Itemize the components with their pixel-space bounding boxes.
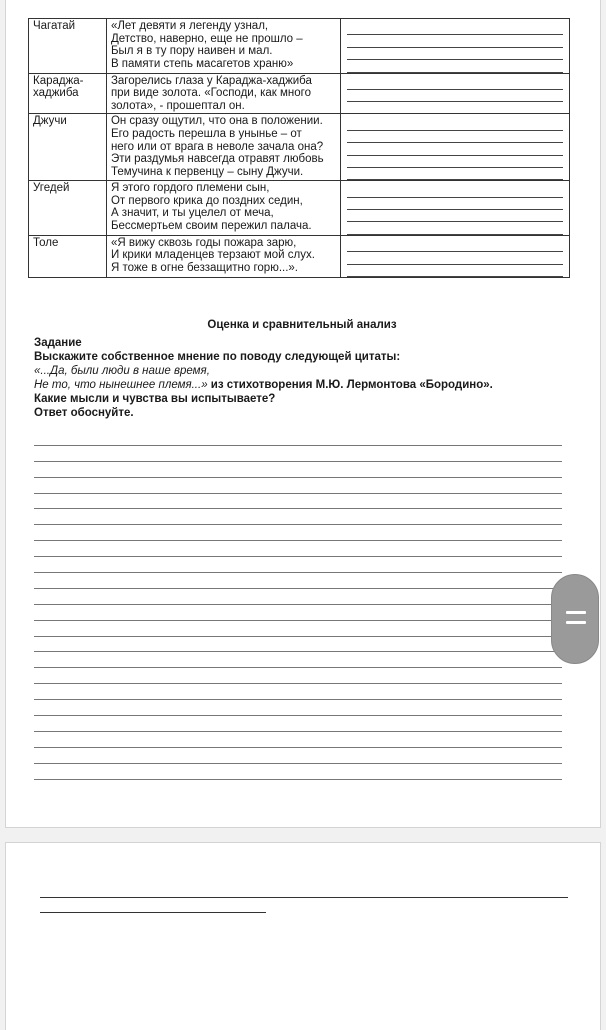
answer-lines xyxy=(34,430,562,780)
answer-line xyxy=(347,35,563,47)
answer-line xyxy=(34,748,562,764)
answer-line xyxy=(347,131,563,143)
answer-line xyxy=(34,525,562,541)
answer-line xyxy=(347,156,563,168)
answer-line xyxy=(34,478,562,494)
quote-line: Был я в ту пору наивен и мал. xyxy=(110,45,273,58)
answer-line xyxy=(34,557,562,573)
answer-cell xyxy=(340,181,569,236)
answer-cell xyxy=(340,114,569,181)
quote-line: Эти раздумья навсегда отравят любовь xyxy=(110,153,324,166)
answer-line xyxy=(347,143,563,155)
quote-cell xyxy=(106,73,340,114)
answer-line xyxy=(347,23,563,35)
quote-line: Загорелись глаза у Караджа-хаджиба xyxy=(110,74,312,87)
answer-line xyxy=(34,668,562,684)
answer-line xyxy=(40,883,568,898)
answer-line xyxy=(34,494,562,510)
table-row xyxy=(29,114,570,181)
quote-cell xyxy=(106,19,340,74)
character-name: Угедей xyxy=(29,181,107,236)
answer-line xyxy=(34,589,562,605)
quote-line: От первого крика до поздних седин, xyxy=(110,194,303,207)
answer-line xyxy=(34,684,562,700)
answer-line xyxy=(347,240,563,252)
quote-line: него или от врага в неволе зачала она? xyxy=(110,140,324,153)
answer-line xyxy=(347,198,563,210)
character-name: Чагатай xyxy=(29,19,107,74)
answer-line xyxy=(40,898,266,913)
quote-line: Бессмертьем своим пережил палача. xyxy=(110,220,312,233)
answer-line xyxy=(347,48,563,60)
table-row xyxy=(29,235,570,277)
answer-line xyxy=(34,541,562,557)
quote-line: Я тоже в огне беззащитно горю...». xyxy=(110,262,299,275)
worksheet-page-2 xyxy=(5,842,601,1030)
answer-line xyxy=(347,90,563,102)
answer-line xyxy=(34,573,562,589)
answer-cell xyxy=(340,73,569,114)
grip-icon xyxy=(566,611,586,614)
characters-table xyxy=(28,18,570,278)
answer-line xyxy=(34,621,562,637)
quote-cell xyxy=(106,181,340,236)
quote-line-1: «...Да, были люди в наше время, xyxy=(34,365,210,377)
answer-line xyxy=(34,462,562,478)
quote-source: из стихотворения М.Ю. Лермонтова «Бородино». xyxy=(207,379,493,391)
quote-line: золота», - прошептал он. xyxy=(110,99,245,112)
answer-line xyxy=(34,446,562,462)
quote-cell xyxy=(106,114,340,181)
answer-line xyxy=(347,210,563,222)
answer-line xyxy=(34,509,562,525)
answer-line xyxy=(347,252,563,264)
quote-line: Я этого гордого племени сын, xyxy=(110,182,270,195)
page2-answer-lines xyxy=(40,883,568,913)
answer-line xyxy=(34,430,562,446)
answer-line xyxy=(34,764,562,780)
answer-line xyxy=(347,78,563,90)
answer-line xyxy=(347,118,563,130)
answer-line xyxy=(34,605,562,621)
quote-line: при виде золота. «Господи, как много xyxy=(110,87,311,100)
analysis-section xyxy=(34,318,570,420)
answer-line xyxy=(347,185,563,197)
quote-line: Его радость перешла в унынье – от xyxy=(110,127,302,140)
answer-cell xyxy=(340,235,569,277)
answer-line xyxy=(347,222,563,234)
scroll-handle[interactable] xyxy=(551,574,599,664)
answer-line xyxy=(347,168,563,180)
grip-icon xyxy=(566,621,586,624)
table-row xyxy=(29,73,570,114)
task-instruction: Выскажите собственное мнение по поводу следующей цитаты: xyxy=(34,351,401,363)
answer-line xyxy=(347,60,563,72)
answer-line xyxy=(34,732,562,748)
quote-line: Детство, наверно, еще не прошло – xyxy=(110,32,303,45)
table-row xyxy=(29,19,570,74)
quote-line: Он сразу ощутил, что она в положении. xyxy=(110,115,323,128)
character-name: Джучи xyxy=(29,114,107,181)
question: Какие мысли и чувства вы испытываете? xyxy=(34,393,276,405)
quote-line: Темучина к первенцу – сыну Джучи. xyxy=(110,165,304,178)
section-title: Оценка и сравнительный анализ xyxy=(207,319,397,331)
answer-line xyxy=(34,716,562,732)
table-row xyxy=(29,181,570,236)
quote-line-2-with-source xyxy=(34,378,570,392)
answer-line xyxy=(34,700,562,716)
quote-line: И крики младенцев терзают мой слух. xyxy=(110,249,315,262)
answer-line xyxy=(34,637,562,653)
character-name: Толе xyxy=(29,235,107,277)
answer-line xyxy=(347,265,563,277)
quote-line: «Лет девяти я легенду узнал, xyxy=(110,20,269,32)
justify-instruction: Ответ обоснуйте. xyxy=(34,407,134,419)
character-name: Караджа-хаджиба xyxy=(29,73,107,114)
quote-line-2: Не то, что нынешнее племя...» xyxy=(34,379,208,391)
answer-cell xyxy=(340,19,569,74)
answer-line xyxy=(34,652,562,668)
task-label: Задание xyxy=(34,337,82,349)
quote-line: «Я вижу сквозь годы пожара зарю, xyxy=(110,236,297,249)
quote-line: А значит, и ты уцелел от меча, xyxy=(110,207,274,220)
quote-cell xyxy=(106,235,340,277)
quote-line: В памяти степь масагетов храню» xyxy=(110,57,294,70)
